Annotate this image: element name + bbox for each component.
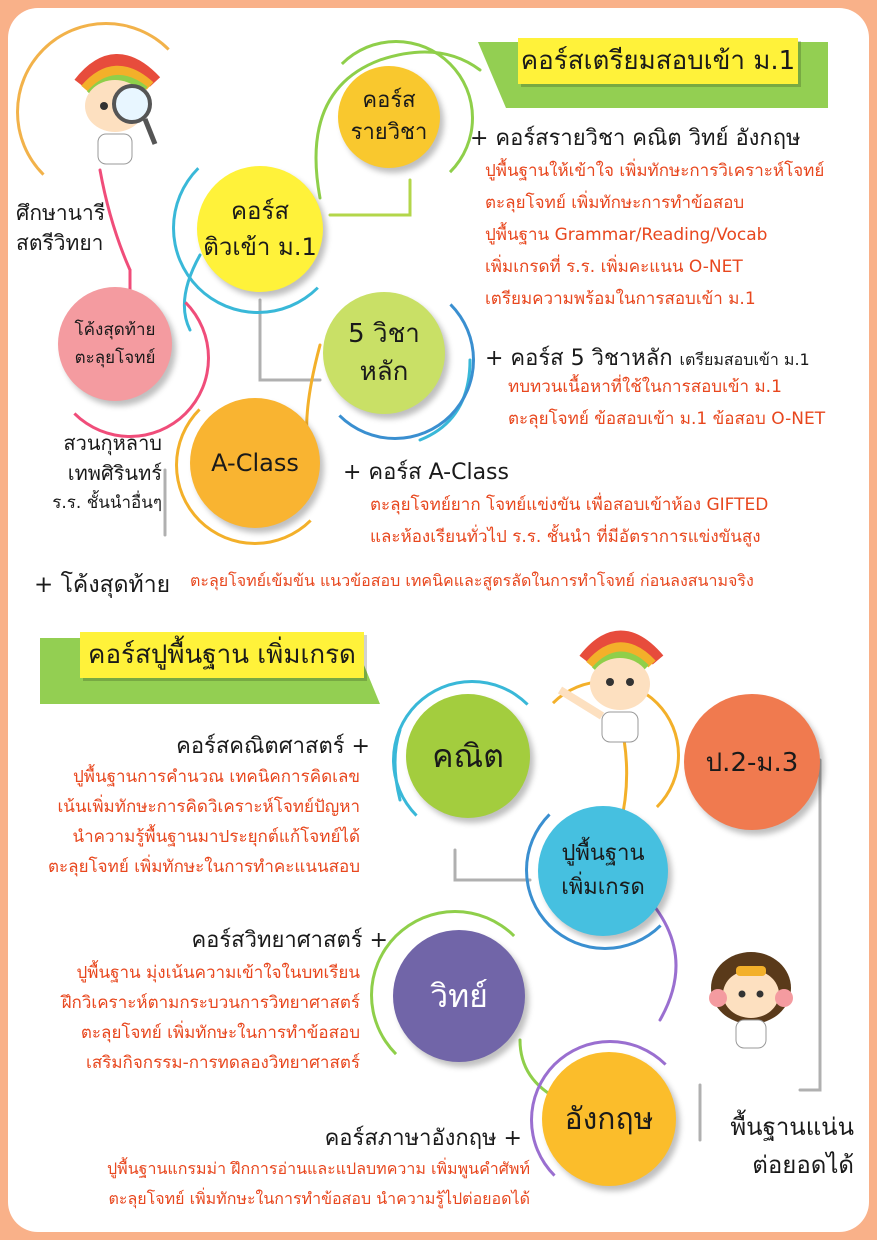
- school-label-a: [16, 198, 105, 258]
- math-course-line1: ปูพื้นฐานการคำนวณ เทคนิคการคิดเลข: [72, 767, 360, 787]
- circle-last-line1: โค้งสุดท้าย: [74, 320, 156, 340]
- five-course-title: [485, 340, 810, 375]
- subject-course-line4: เพิ่มเกรดที่ ร.ร. เพิ่มคะแนน O-NET: [485, 257, 743, 277]
- eng-course-line2: ตะลุยโจทย์ เพิ่มทักษะในการทำข้อสอบ นำความรู้ไปต่อยอดได้: [108, 1189, 530, 1208]
- circle-sci-label: วิทย์: [430, 976, 488, 1015]
- circle-five-line1: 5 วิชา: [348, 319, 420, 349]
- subject-course-line3: ปูพื้นฐาน Grammar/Reading/Vocab: [485, 225, 768, 245]
- circle-subject-line2: รายวิชา: [350, 120, 428, 145]
- sci-course-line2: ฝึกวิเคราะห์ตามกระบวนการวิทยาศาสตร์: [61, 993, 360, 1013]
- mascot-magnifier-icon: [60, 44, 170, 174]
- subject-course-line2: ตะลุยโจทย์ เพิ่มทักษะการทำข้อสอบ: [485, 193, 745, 213]
- circle-math-label: คณิต: [432, 736, 504, 775]
- circle-aclass: [190, 398, 320, 528]
- last-course-desc: ตะลุยโจทย์เข้มข้น แนวข้อสอบ เทคนิคและสูตรลัดในการทำโจทย์ ก่อนลงสนามจริง: [190, 571, 754, 590]
- sci-course-line4: เสริมกิจกรรม-การทดลองวิทยาศาสตร์: [86, 1053, 360, 1073]
- math-course-line4: ตะลุยโจทย์ เพิ่มทักษะในการทำคะแนนสอบ: [48, 857, 360, 877]
- math-course-title: คอร์สคณิตศาสตร์ +: [176, 734, 370, 759]
- aclass-course-title: + คอร์ส A-Class: [343, 460, 509, 485]
- bottom-banner: คอร์สปูพื้นฐาน เพิ่มเกรด: [80, 632, 364, 678]
- circle-base-line1: ปูพื้นฐาน: [561, 841, 645, 866]
- circle-five-line2: หลัก: [359, 357, 409, 387]
- aclass-course-line1: ตะลุยโจทย์ยาก โจทย์แข่งขัน เพื่อสอบเข้าห้อง GIFTED: [370, 495, 769, 515]
- solid-line2: ต่อยอดได้: [752, 1151, 854, 1179]
- sci-course-line1: ปูพื้นฐาน มุ่งเน้นความเข้าใจในบทเรียน: [76, 963, 360, 983]
- subject-course-line1: ปูพื้นฐานให้เข้าใจ เพิ่มทักษะการวิเคราะห์โจทย์: [485, 161, 825, 181]
- eng-course-line1: ปูพื้นฐานแกรมม่า ฝึกการอ่านและแปลบทความ เพิ่มพูนคำศัพท์: [107, 1159, 530, 1178]
- top-banner: คอร์สเตรียมสอบเข้า ม.1: [518, 38, 798, 84]
- subject-course-title: + คอร์สรายวิชา คณิต วิทย์ อังกฤษ: [470, 126, 801, 151]
- circle-last-stretch: [58, 287, 172, 401]
- school-a-line2: สตรีวิทยา: [16, 231, 104, 255]
- math-course-line2: เน้นเพิ่มทักษะการคิดวิเคราะห์โจทย์ปัญหา: [57, 797, 360, 817]
- circle-level-label: ป.2-ม.3: [705, 747, 799, 778]
- five-course-line1: ทบทวนเนื้อหาที่ใช้ในการสอบเข้า ม.1: [508, 377, 782, 397]
- last-course-title: + โค้งสุดท้าย: [34, 572, 171, 598]
- school-label-b: [34, 428, 162, 518]
- five-course-title-small: เตรียมสอบเข้า ม.1: [679, 350, 810, 369]
- subject-course-line5: เตรียมความพร้อมในการสอบเข้า ม.1: [485, 289, 756, 309]
- school-a-line1: ศึกษานารี: [16, 201, 106, 225]
- circle-last-line2: ตะลุยโจทย์: [74, 348, 156, 368]
- aclass-course-line2: และห้องเรียนทั่วไป ร.ร. ชั้นนำ ที่มีอัตราการแข่งขันสูง: [370, 527, 761, 547]
- five-course-title-main: + คอร์ส 5 วิชาหลัก: [485, 346, 673, 371]
- sci-course-line3: ตะลุยโจทย์ เพิ่มทักษะในการทำข้อสอบ: [80, 1023, 360, 1043]
- math-course-line3: นำความรู้พื้นฐานมาประยุกต์แก้โจทย์ได้: [72, 827, 360, 847]
- circle-aclass-label: A-Class: [211, 449, 299, 477]
- circle-subject-course: [338, 66, 440, 168]
- circle-tutor-line2: ติวเข้า ม.1: [203, 233, 317, 261]
- circle-subject-line1: คอร์ส: [362, 88, 416, 113]
- school-b-line3: ร.ร. ชั้นนำอื่นๆ: [52, 493, 162, 513]
- sci-course-title: คอร์สวิทยาศาสตร์ +: [191, 928, 388, 953]
- circle-tutor-course: [197, 166, 323, 292]
- circle-science: [393, 930, 525, 1062]
- five-course-line2: ตะลุยโจทย์ ข้อสอบเข้า ม.1 ข้อสอบ O-NET: [508, 409, 826, 429]
- solid-foundation-label: [712, 1108, 854, 1184]
- solid-line1: พื้นฐานแน่น: [730, 1113, 854, 1141]
- circle-base-line2: เพิ่มเกรด: [561, 875, 645, 900]
- mascot-girl-icon: [706, 946, 796, 1056]
- school-b-line2: เทพศิรินทร์: [67, 461, 162, 485]
- school-b-line1: สวนกุหลาบ: [63, 431, 162, 455]
- circle-tutor-line1: คอร์ส: [230, 197, 289, 225]
- circle-eng-label: อังกฤษ: [564, 1101, 654, 1137]
- circle-math: [406, 694, 530, 818]
- eng-course-title: คอร์สภาษาอังกฤษ +: [324, 1126, 522, 1151]
- circle-foundation: [538, 806, 668, 936]
- circle-five-subjects: [323, 292, 445, 414]
- circle-grade-level: [684, 694, 820, 830]
- circle-english: [542, 1052, 676, 1186]
- mascot-waving-icon: [540, 620, 670, 750]
